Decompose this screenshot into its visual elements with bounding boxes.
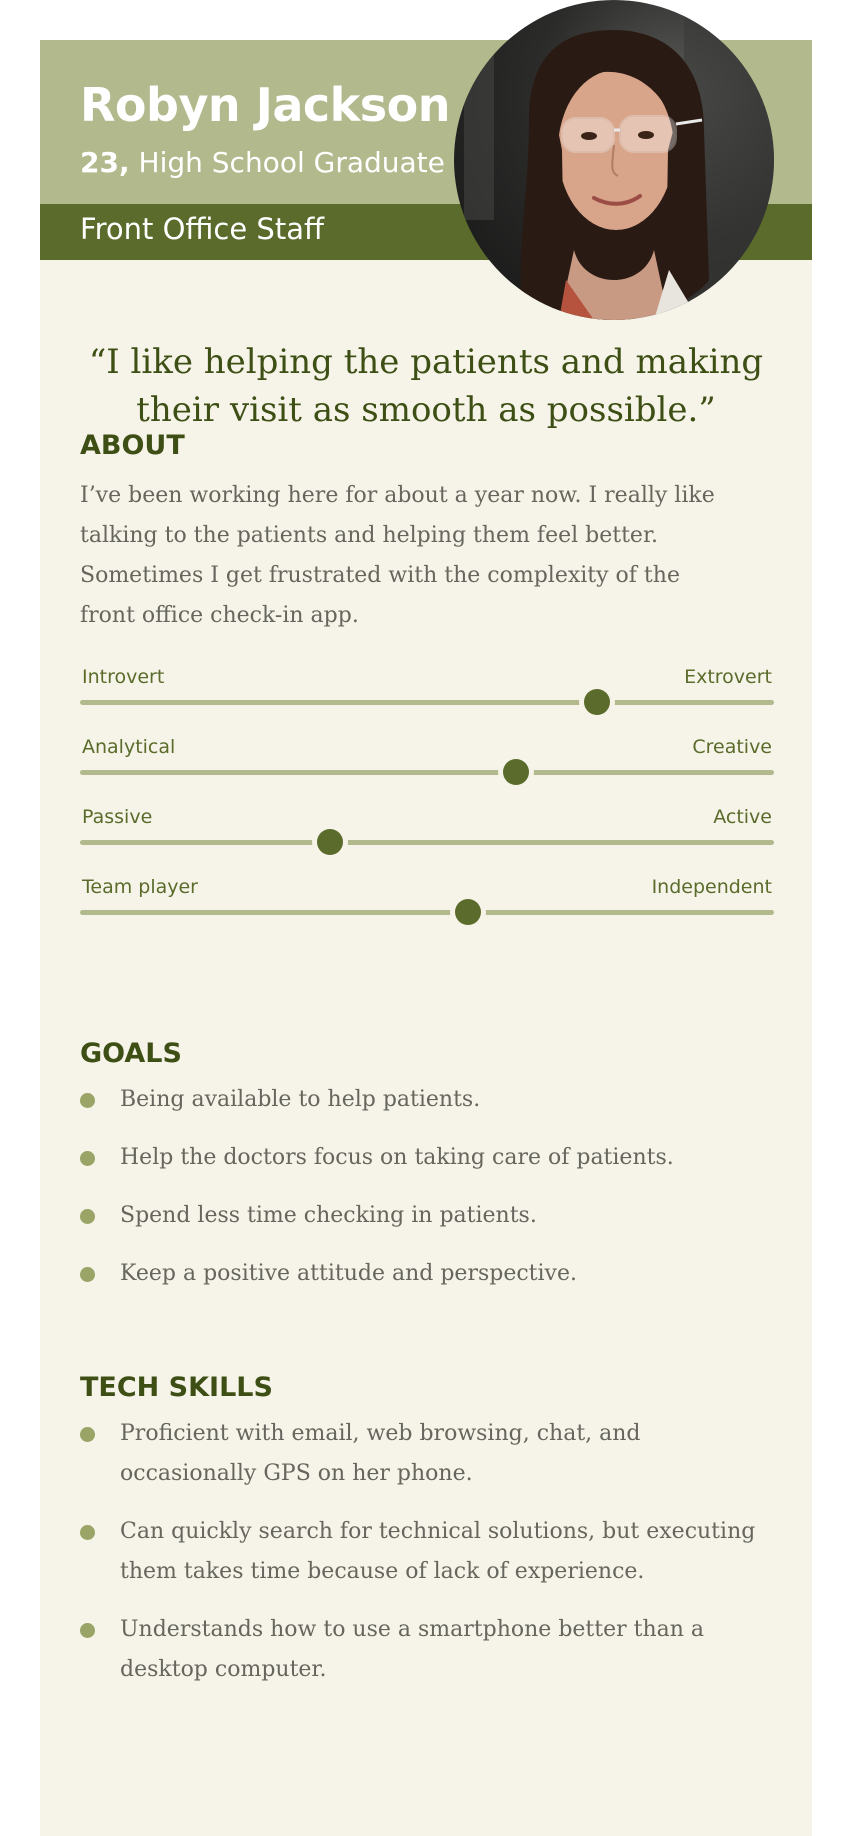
persona-role: Front Office Staff <box>80 212 324 246</box>
bullet-dot-icon <box>80 1209 95 1224</box>
trait-track <box>80 910 774 915</box>
goal-text: Help the doctors focus on taking care of patients. <box>120 1145 674 1170</box>
skill-text: Understands how to use a smartphone better than a desktop computer. <box>120 1617 705 1682</box>
persona-education: High School Graduate <box>138 146 445 179</box>
about-title: ABOUT <box>80 430 185 461</box>
bullet-dot-icon <box>80 1525 95 1540</box>
trait-track <box>80 770 774 775</box>
skill-text: Proficient with email, web browsing, chat, and occasionally GPS on her phone. <box>120 1421 641 1486</box>
trait-track <box>80 700 774 705</box>
list-item <box>80 1610 780 1690</box>
trait-label-left: Passive <box>82 806 153 828</box>
trait-knob <box>455 899 481 925</box>
trait-label-left: Analytical <box>82 736 176 758</box>
avatar <box>454 0 774 320</box>
trait-label-left: Team player <box>82 876 198 898</box>
persona-card <box>40 40 812 1836</box>
trait-label-right: Active <box>713 806 772 828</box>
goal-text: Keep a positive attitude and perspective. <box>120 1261 577 1286</box>
trait-track <box>80 840 774 845</box>
trait-scale-analytical-creative <box>80 736 774 786</box>
goal-text: Spend less time checking in patients. <box>120 1203 537 1228</box>
persona-quote: “I like helping the patients and making their visit as smooth as possible.” <box>88 342 764 430</box>
list-item <box>80 1196 780 1236</box>
goals-title: GOALS <box>80 1038 182 1069</box>
list-item <box>80 1138 780 1178</box>
list-item <box>80 1080 780 1120</box>
trait-scale-team-independent <box>80 876 774 926</box>
tech-skills-title: TECH SKILLS <box>80 1372 273 1403</box>
tech-skills-list <box>80 1414 780 1708</box>
trait-knob <box>584 689 610 715</box>
list-item <box>80 1512 780 1592</box>
trait-label-right: Creative <box>692 736 772 758</box>
trait-knob <box>503 759 529 785</box>
bullet-dot-icon <box>80 1623 95 1638</box>
trait-knob <box>317 829 343 855</box>
bullet-dot-icon <box>80 1427 95 1442</box>
goals-list <box>80 1080 780 1312</box>
about-text: I’ve been working here for about a year now. I really like talking to the patients and helping them feel better. Sometimes I get frustrated with the complexity of the front office check-in app. <box>80 483 715 628</box>
list-item <box>80 1414 780 1494</box>
skill-text: Can quickly search for technical solutions, but executing them takes time because of lack of experience. <box>120 1519 756 1584</box>
trait-scale-introvert-extrovert <box>80 666 774 716</box>
bullet-dot-icon <box>80 1267 95 1282</box>
persona-age: 23, <box>80 146 130 179</box>
persona-subline <box>80 146 445 179</box>
trait-label-right: Extrovert <box>684 666 772 688</box>
persona-name: Robyn Jackson <box>80 78 450 132</box>
trait-scale-passive-active <box>80 806 774 856</box>
trait-label-left: Introvert <box>82 666 165 688</box>
goal-text: Being available to help patients. <box>120 1087 481 1112</box>
list-item <box>80 1254 780 1294</box>
trait-label-right: Independent <box>651 876 772 898</box>
bullet-dot-icon <box>80 1151 95 1166</box>
bullet-dot-icon <box>80 1093 95 1108</box>
